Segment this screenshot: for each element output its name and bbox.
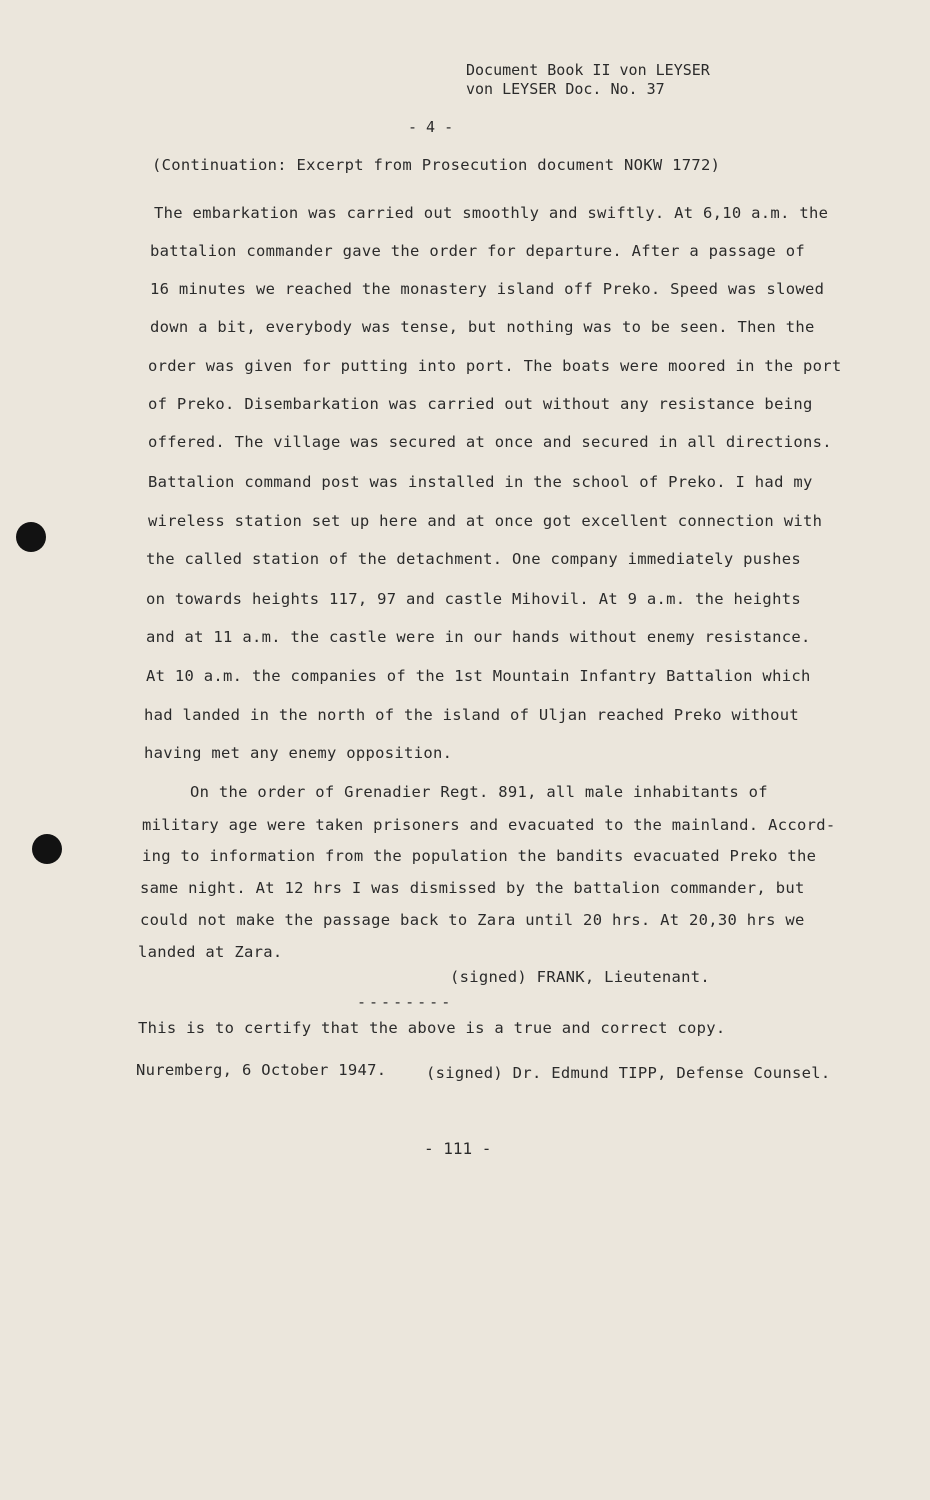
text-line: offered. The village was secured at once and secured in all directions. (148, 433, 832, 451)
text-line: 16 minutes we reached the monastery island off Preko. Speed was slowed (150, 280, 825, 298)
page-number-top: - 4 - (408, 118, 454, 136)
text-line: battalion commander gave the order for departure. After a passage of (150, 242, 805, 260)
text-line: of Preko. Disembarkation was carried out without any resistance being (148, 395, 813, 413)
continuation-heading: (Continuation: Excerpt from Prosecution document NOKW 1772) (152, 156, 721, 174)
text-line: wireless station set up here and at once got excellent connection with (148, 512, 823, 530)
signature-frank: (signed) FRANK, Lieutenant. (450, 968, 711, 986)
text-line: On the order of Grenadier Regt. 891, all male inhabitants of (190, 783, 768, 801)
text-line: landed at Zara. (138, 943, 283, 961)
separator-dashes: -------- (357, 993, 454, 1011)
text-line: Battalion command post was installed in the school of Preko. I had my (148, 473, 813, 491)
page-number-bottom: - 111 - (424, 1139, 492, 1158)
text-line: ing to information from the population the bandits evacuated Preko the (142, 847, 817, 865)
footer-place-date: Nuremberg, 6 October 1947. (136, 1061, 387, 1079)
text-line: having met any enemy opposition. (144, 744, 453, 762)
text-line: and at 11 a.m. the castle were in our hands without enemy resistance. (146, 628, 811, 646)
certification-statement: This is to certify that the above is a true and correct copy. (138, 1019, 726, 1037)
text-line: down a bit, everybody was tense, but nothing was to be seen. Then the (150, 318, 815, 336)
text-line: had landed in the north of the island of Uljan reached Preko without (144, 706, 799, 724)
text-line: military age were taken prisoners and evacuated to the mainland. Accord- (142, 816, 836, 834)
doc-number-header: von LEYSER Doc. No. 37 (466, 80, 665, 98)
text-line: the called station of the detachment. One company immediately pushes (146, 550, 801, 568)
text-line: same night. At 12 hrs I was dismissed by the battalion commander, but (140, 879, 805, 897)
punch-hole-bottom (32, 834, 62, 864)
text-line: order was given for putting into port. The boats were moored in the port (148, 357, 842, 375)
text-line: on towards heights 117, 97 and castle Mihovil. At 9 a.m. the heights (146, 590, 801, 608)
punch-hole-top (16, 522, 46, 552)
text-line: The embarkation was carried out smoothly and swiftly. At 6,10 a.m. the (154, 204, 829, 222)
text-line: At 10 a.m. the companies of the 1st Mountain Infantry Battalion which (146, 667, 811, 685)
doc-book-header: Document Book II von LEYSER (466, 61, 710, 79)
footer-defense-signature: (signed) Dr. Edmund TIPP, Defense Counsel. (426, 1064, 831, 1082)
text-line: could not make the passage back to Zara until 20 hrs. At 20,30 hrs we (140, 911, 805, 929)
